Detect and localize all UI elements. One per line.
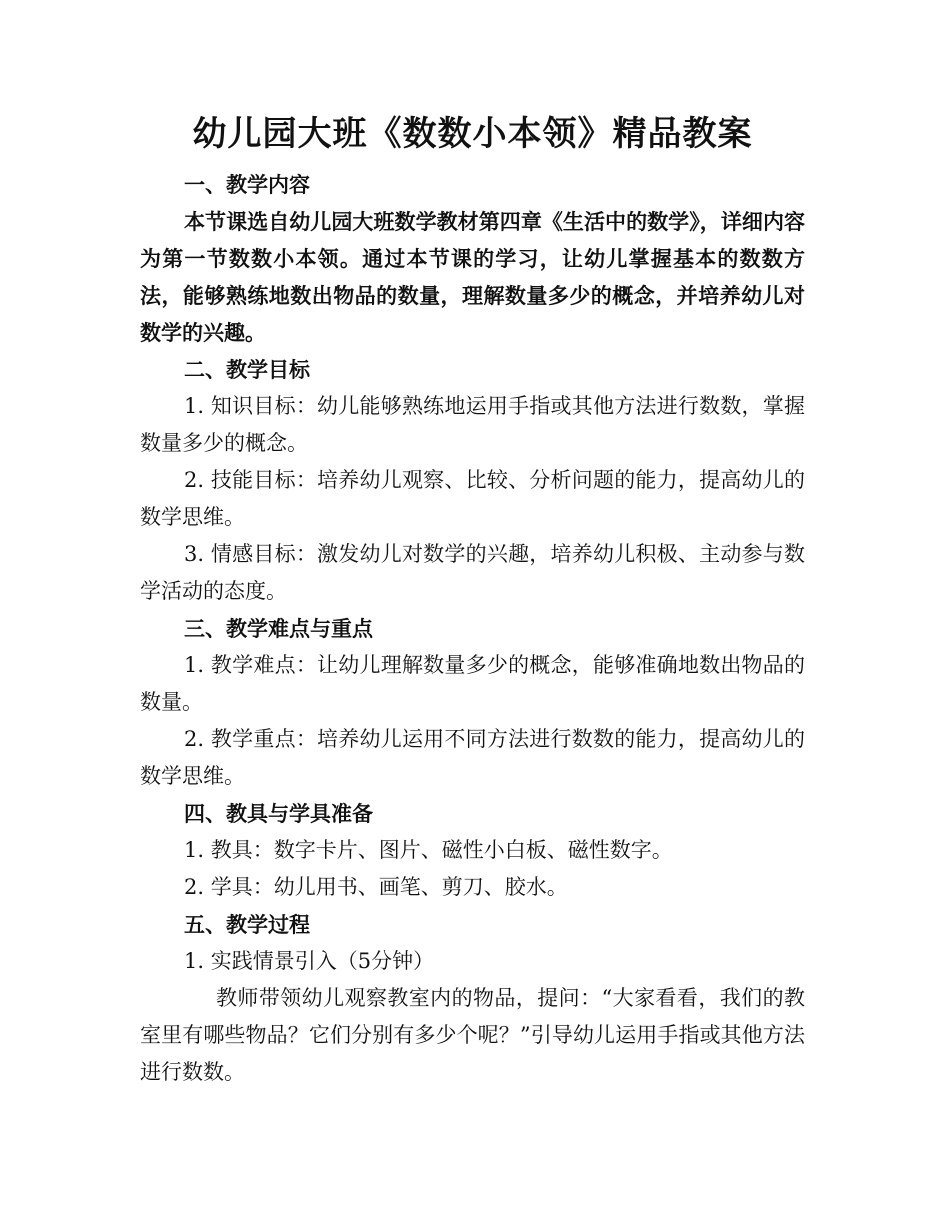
- difficulty-point: 1. 教学难点：让幼儿理解数量多少的概念，能够准确地数出物品的数量。: [140, 653, 805, 714]
- process-step-1-detail: 教师带领幼儿观察教室内的物品，提问：“大家看看，我们的教室里有哪些物品？它们分别有多少个呢？”引导幼儿运用手指或其他方法进行数数。: [140, 986, 805, 1084]
- section-heading-goals: 二、教学目标: [184, 357, 310, 382]
- key-point: 2. 教学重点：培养幼儿运用不同方法进行数数的能力，提高幼儿的数学思维。: [140, 727, 805, 788]
- content-paragraph: 本节课选自幼儿园大班数学教材第四章《生活中的数学》，详细内容为第一节数数小本领。通过本节课的学习，让幼儿掌握基本的数数方法，能够熟练地数出物品的数量，理解数量多少的概念，并培养幼儿对数学的兴趣。: [140, 209, 805, 345]
- goal-skill: 2. 技能目标：培养幼儿观察、比较、分析问题的能力，提高幼儿的数学思维。: [140, 468, 805, 529]
- document-title: 幼儿园大班《数数小本领》精品教案: [192, 114, 753, 154]
- section-heading-process: 五、教学过程: [184, 912, 310, 937]
- goal-emotion: 3. 情感目标：激发幼儿对数学的兴趣，培养幼儿积极、主动参与数学活动的态度。: [140, 542, 805, 603]
- section-heading-content: 一、教学内容: [184, 172, 310, 197]
- teaching-aids: 1. 教具：数字卡片、图片、磁性小白板、磁性数字。: [184, 838, 673, 862]
- goal-knowledge: 1. 知识目标：幼儿能够熟练地运用手指或其他方法进行数数，掌握数量多少的概念。: [140, 394, 805, 455]
- learning-aids: 2. 学具：幼儿用书、画笔、剪刀、胶水。: [184, 875, 568, 899]
- document-page: [140, 110, 805, 1091]
- section-heading-materials: 四、教具与学具准备: [184, 801, 373, 826]
- process-step-1: 1. 实践情景引入（5分钟）: [184, 949, 435, 973]
- section-heading-key-points: 三、教学难点与重点: [184, 616, 373, 641]
